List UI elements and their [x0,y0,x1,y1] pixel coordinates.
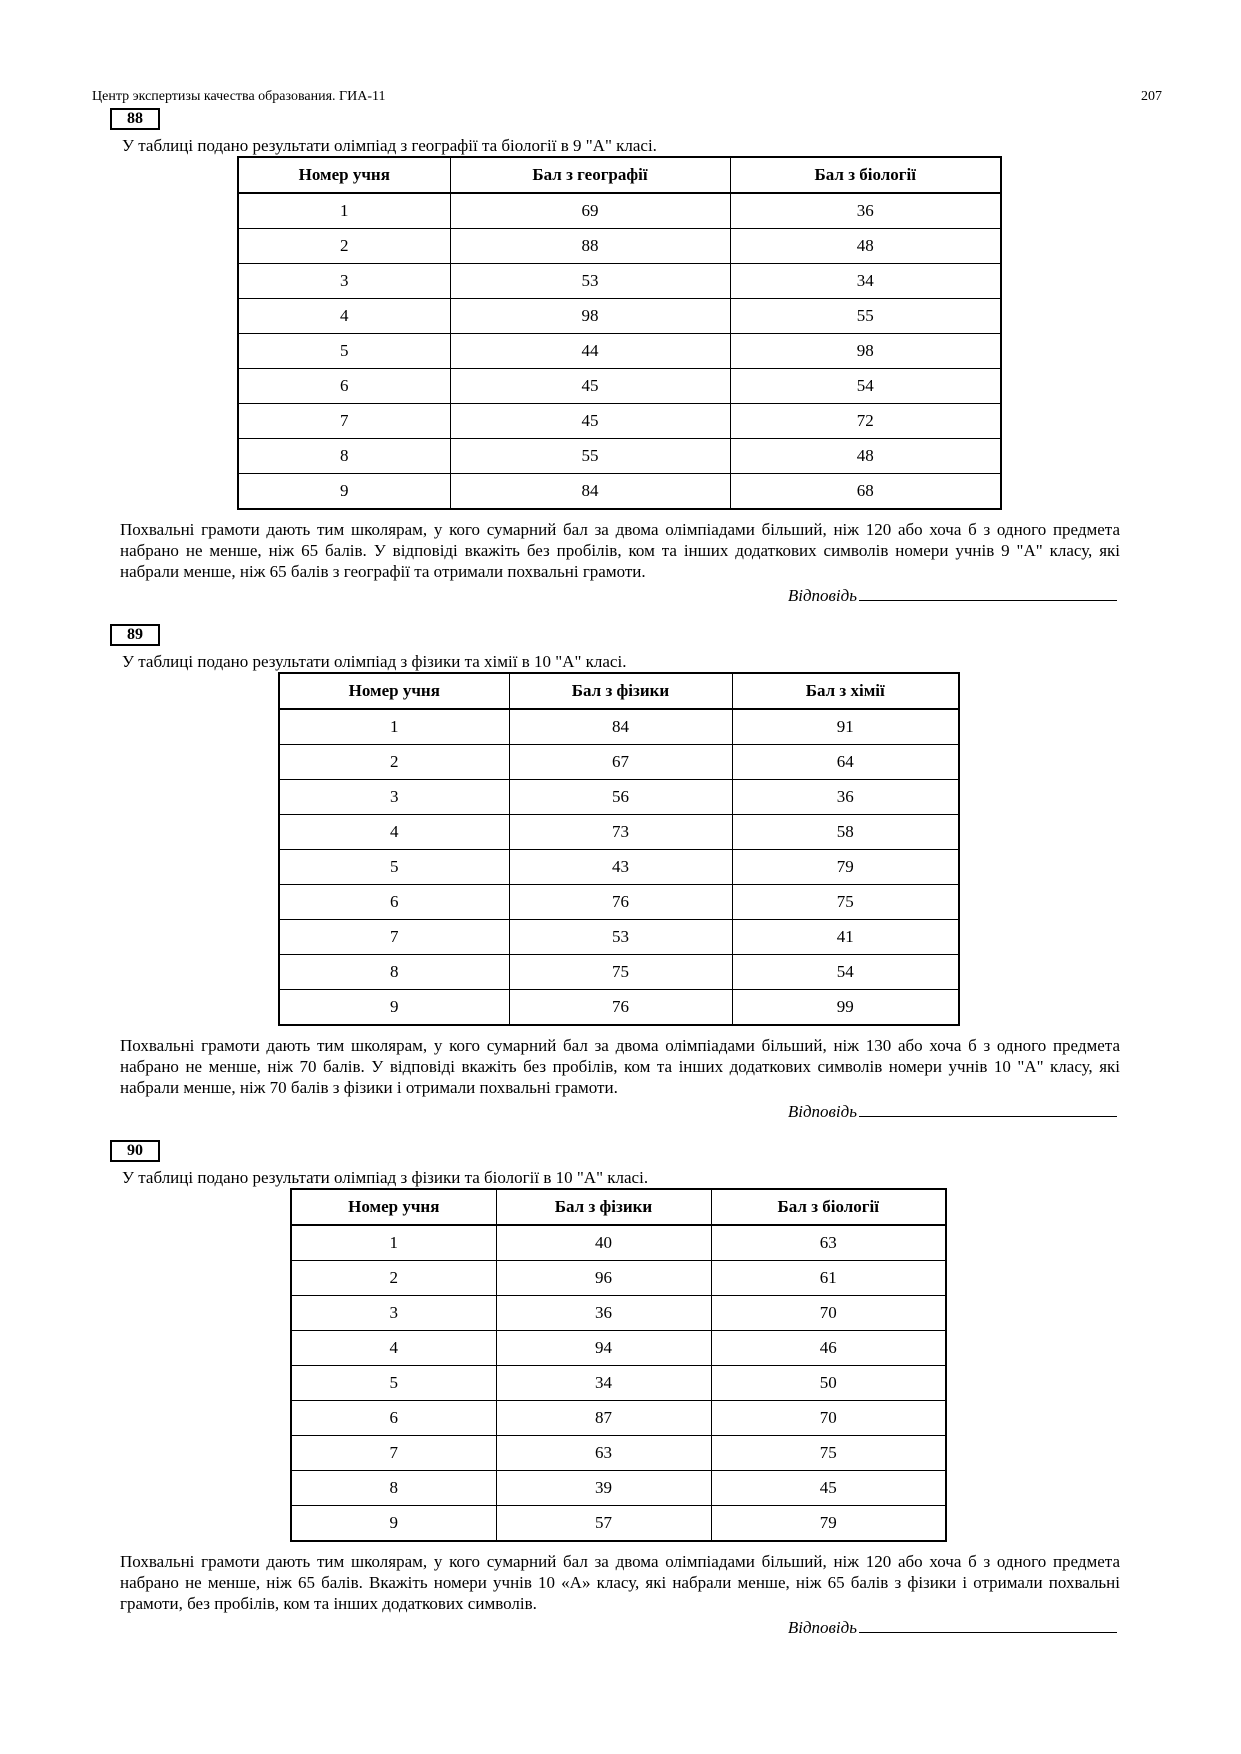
score-cell: 69 [450,193,730,229]
score-cell: 61 [711,1261,946,1296]
score-cell: 96 [496,1261,711,1296]
header-source: Центр экспертизы качества образования. ГИА-11 [92,89,386,104]
table-row [291,1261,946,1296]
task-intro: У таблиці подано результати олімпіад з фізики та біології в 10 "А" класі. [122,1168,649,1187]
table-header-row [279,673,959,709]
score-cell: 57 [496,1506,711,1542]
table-row [238,439,1001,474]
table-row [291,1436,946,1471]
column-header: Номер учня [279,673,509,709]
student-number-cell: 2 [238,229,450,264]
table-row [238,229,1001,264]
task-intro: У таблиці подано результати олімпіад з фізики та хімії в 10 "А" класі. [122,652,627,671]
table-row [279,920,959,955]
score-cell: 44 [450,334,730,369]
answer-field[interactable] [788,1618,1117,1638]
student-number-cell: 5 [238,334,450,369]
score-cell: 53 [450,264,730,299]
table-row [291,1506,946,1542]
student-number-cell: 3 [291,1296,496,1331]
score-cell: 54 [730,369,1001,404]
student-number-cell: 9 [279,990,509,1026]
student-number-cell: 8 [291,1471,496,1506]
answer-line[interactable] [859,1115,1117,1117]
table-row [238,404,1001,439]
table-header-row [238,157,1001,193]
score-cell: 87 [496,1401,711,1436]
results-table [290,1188,947,1542]
student-number-cell: 5 [279,850,509,885]
student-number-cell: 2 [291,1261,496,1296]
student-number-cell: 1 [238,193,450,229]
table-row [279,709,959,745]
table-body [291,1225,946,1541]
table-row [291,1471,946,1506]
score-cell: 36 [496,1296,711,1331]
task-number: 89 [110,624,160,646]
student-number-cell: 6 [279,885,509,920]
table-row [238,299,1001,334]
task-number: 88 [110,108,160,130]
score-cell: 46 [711,1331,946,1366]
score-cell: 41 [732,920,959,955]
score-cell: 63 [496,1436,711,1471]
student-number-cell: 2 [279,745,509,780]
table-body [238,193,1001,509]
table-row [291,1296,946,1331]
score-cell: 55 [730,299,1001,334]
score-cell: 72 [730,404,1001,439]
score-cell: 56 [509,780,732,815]
column-header: Бал з фізики [509,673,732,709]
score-cell: 34 [496,1366,711,1401]
task-90 [110,1140,1120,1645]
score-cell: 70 [711,1401,946,1436]
task-condition: Похвальні грамоти дають тим школярам, у кого сумарний бал за двома олімпіадами більший, ніж 120 або хоча б з одного предмета набрано не менше, ніж 65 балів. У відповіді вкажіть без пробілів, ком та інших додаткових символів номери учнів 9 "А" класу, які набрали менше, ніж 65 балів з географії та отримали похвальні грамоти. [120,520,1120,581]
column-header: Бал з хімії [732,673,959,709]
answer-line[interactable] [859,1631,1117,1633]
score-cell: 75 [711,1436,946,1471]
score-cell: 50 [711,1366,946,1401]
score-cell: 98 [450,299,730,334]
student-number-cell: 6 [291,1401,496,1436]
results-table [278,672,960,1026]
score-cell: 36 [732,780,959,815]
table-row [291,1331,946,1366]
score-cell: 84 [509,709,732,745]
answer-field[interactable] [788,1102,1117,1122]
student-number-cell: 9 [291,1506,496,1542]
table-row [291,1401,946,1436]
score-cell: 34 [730,264,1001,299]
table-row [291,1366,946,1401]
table-row [238,334,1001,369]
table-row [279,780,959,815]
student-number-cell: 8 [279,955,509,990]
student-number-cell: 8 [238,439,450,474]
table-row [279,745,959,780]
table-row [279,955,959,990]
student-number-cell: 7 [279,920,509,955]
score-cell: 45 [450,369,730,404]
table-body [279,709,959,1025]
answer-label: Відповідь [787,586,857,605]
table-row [279,850,959,885]
score-cell: 48 [730,229,1001,264]
score-cell: 76 [509,885,732,920]
score-cell: 55 [450,439,730,474]
answer-field[interactable] [788,586,1117,606]
table-row [279,990,959,1026]
score-cell: 67 [509,745,732,780]
student-number-cell: 1 [291,1225,496,1261]
task-89 [110,624,1120,1129]
task-condition: Похвальні грамоти дають тим школярам, у кого сумарний бал за двома олімпіадами більший, ніж 120 або хоча б з одного предмета набрано не менше, ніж 65 балів. Вкажіть номери учнів 10 «А» класу, які набрали менше, ніж 65 балів з фізики і отримали похвальні грамоти, без пробілів, ком та інших додаткових символів. [120,1552,1120,1613]
answer-label: Відповідь [787,1102,857,1121]
score-cell: 40 [496,1225,711,1261]
score-cell: 73 [509,815,732,850]
column-header: Номер учня [238,157,450,193]
table-row [238,369,1001,404]
score-cell: 70 [711,1296,946,1331]
score-cell: 88 [450,229,730,264]
score-cell: 75 [732,885,959,920]
student-number-cell: 3 [279,780,509,815]
column-header: Номер учня [291,1189,496,1225]
student-number-cell: 9 [238,474,450,510]
student-number-cell: 4 [279,815,509,850]
score-cell: 79 [732,850,959,885]
table-row [291,1225,946,1261]
score-cell: 64 [732,745,959,780]
table-row [279,815,959,850]
column-header: Бал з фізики [496,1189,711,1225]
student-number-cell: 6 [238,369,450,404]
score-cell: 99 [732,990,959,1026]
table-row [238,264,1001,299]
score-cell: 84 [450,474,730,510]
score-cell: 94 [496,1331,711,1366]
student-number-cell: 3 [238,264,450,299]
task-number: 90 [110,1140,160,1162]
student-number-cell: 5 [291,1366,496,1401]
page-header [92,89,1162,107]
table-row [238,193,1001,229]
results-table [237,156,1002,510]
score-cell: 36 [730,193,1001,229]
student-number-cell: 4 [291,1331,496,1366]
table-header-row [291,1189,946,1225]
student-number-cell: 4 [238,299,450,334]
score-cell: 98 [730,334,1001,369]
column-header: Бал з біології [711,1189,946,1225]
score-cell: 63 [711,1225,946,1261]
task-88 [110,108,1120,613]
score-cell: 91 [732,709,959,745]
score-cell: 79 [711,1506,946,1542]
score-cell: 39 [496,1471,711,1506]
answer-line[interactable] [859,599,1117,601]
score-cell: 45 [450,404,730,439]
score-cell: 76 [509,990,732,1026]
column-header: Бал з географії [450,157,730,193]
student-number-cell: 1 [279,709,509,745]
score-cell: 68 [730,474,1001,510]
score-cell: 54 [732,955,959,990]
table-row [279,885,959,920]
student-number-cell: 7 [291,1436,496,1471]
score-cell: 53 [509,920,732,955]
score-cell: 43 [509,850,732,885]
student-number-cell: 7 [238,404,450,439]
table-row [238,474,1001,510]
task-condition: Похвальні грамоти дають тим школярам, у кого сумарний бал за двома олімпіадами більший, ніж 130 або хоча б з одного предмета набрано не менше, ніж 70 балів. У відповіді вкажіть без пробілів, ком та інших додаткових символів номери учнів 10 "А" класу, які набрали менше, ніж 70 балів з фізики і отримали похвальні грамоти. [120,1036,1120,1097]
task-intro: У таблиці подано результати олімпіад з географії та біології в 9 "А" класі. [122,136,657,155]
score-cell: 45 [711,1471,946,1506]
column-header: Бал з біології [730,157,1001,193]
score-cell: 75 [509,955,732,990]
answer-label: Відповідь [787,1618,857,1637]
page-number: 207 [1141,89,1162,104]
score-cell: 48 [730,439,1001,474]
score-cell: 58 [732,815,959,850]
